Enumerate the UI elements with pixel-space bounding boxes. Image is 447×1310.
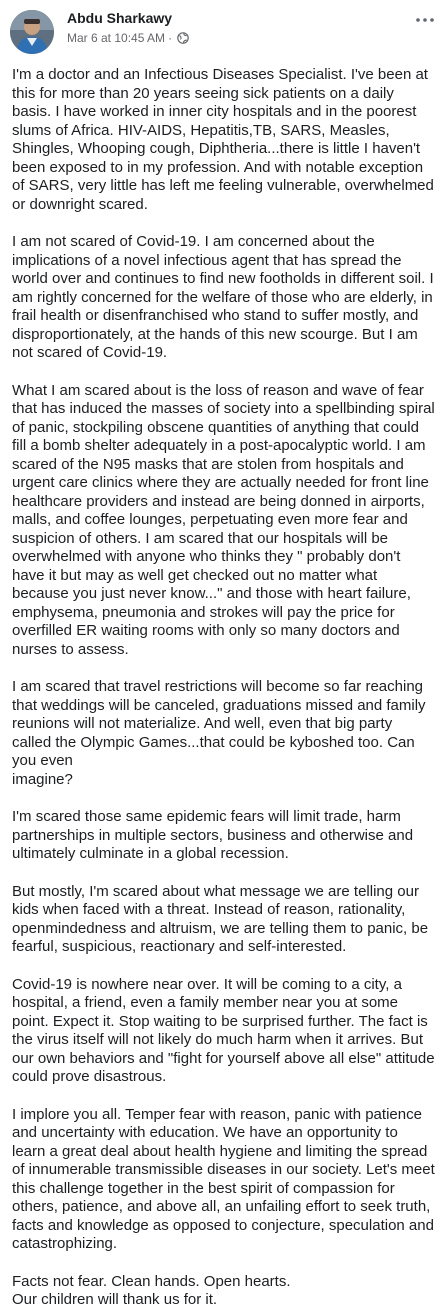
post-meta — [67, 31, 189, 45]
post-paragraph-3: What I am scared about is the loss of reason and wave of fear that has induced the masses of society into a spellbinding spiral of panic, stockpiling obscene quantities of anything that could fill a bomb shelter adequately in a post-apocalyptic world. I am scared of the N95 masks that are stolen from hospitals and urgent care clinics where they are actually needed for front line healthcare providers and instead are being donned in airports, malls, and coffee lounges, perpetuating even more fear and suspicion of others. I am scared that our hospitals will be overwhelmed with anyone who thinks they " probably don't have it but may as well get checked out no matter what because you just never know..." and those with heart failure, emphysema, pneumonia and strokes will pay the price for overfilled ER waiting rooms with only so many doctors and nurses to assess. — [12, 381, 435, 658]
post-paragraph-5: I'm scared those same epidemic fears will limit trade, harm partnerships in multiple sectors, business and otherwise and ultimately culminate in a global recession. — [12, 808, 414, 862]
post-paragraph-1: I'm a doctor and an Infectious Diseases Specialist. I've been at this for more than 20 years seeing sick patients on a daily basis. I have worked in inner city hospitals and in the poorest slums of Africa. HIV-AIDS, Hepatitis,TB, SARS, Measles, Shingles, Whooping cough, Diphtheria...there is little I haven't been exposed to in my profession. And with notable exception of SARS, very little has left me feeling vulnerable, overwhelmed or downright scared. — [12, 66, 434, 213]
post-paragraph-6: But mostly, I'm scared about what message we are telling our kids when faced with a threat. Instead of reason, rationality, openmindedness and altruism, we are telling them to panic, be fearful, suspicious, reactionary and self-interested. — [12, 882, 429, 955]
globe-icon[interactable] — [177, 32, 189, 44]
post-paragraph-4: I am scared that travel restrictions will become so far reaching that weddings will be canceled, graduations missed and family reunions will not materialize. And well, even that big party called the Olympic Games...that could be kyboshed too. Can you even imagine? — [12, 678, 426, 788]
post-timestamp[interactable]: Mar 6 at 10:45 AM — [67, 31, 166, 45]
post-paragraph-7: Covid-19 is nowhere near over. It will be coming to a city, a hospital, a friend, even a family member near you at some point. Expect it. Stop waiting to be surprised further. The fact is the virus itself will not likely do much harm when it arrives. But our own behaviors and "fight for yourself above all else" attitude could prove disastrous. — [12, 975, 435, 1085]
post-paragraph-8: I implore you all. Temper fear with reason, panic with patience and uncertainty with education. We have an opportunity to learn a great deal about health hygiene and limiting the spread of innumerable transmissible diseases in our society. Let's meet this challenge together in the best spirit of compassion for others, patience, and above all, an unfailing effort to seek truth, facts and knowledge as opposed to conjecture, speculation and catastrophizing. — [12, 1105, 435, 1252]
avatar-image — [10, 10, 54, 54]
post-header — [10, 8, 437, 54]
post-paragraph-2: I am not scared of Covid-19. I am concerned about the implications of a novel infectious agent that has spread the world over and continues to find new footholds in different soil. I am rightly concerned for the welfare of those who are elderly, in frail health or disenfranchised who stand to suffer mostly, and disproportionately, at the hands of this new scourge. But I am not scared of Covid-19. — [12, 233, 434, 361]
meta-separator: · — [168, 31, 173, 45]
post-paragraph-9: Facts not fear. Clean hands. Open hearts. Our children will thank us for it. — [12, 1272, 291, 1308]
more-dots-icon[interactable] — [413, 12, 437, 28]
avatar[interactable] — [10, 10, 54, 54]
author-name[interactable]: Abdu Sharkawy — [67, 10, 173, 26]
post-body — [12, 66, 435, 1310]
